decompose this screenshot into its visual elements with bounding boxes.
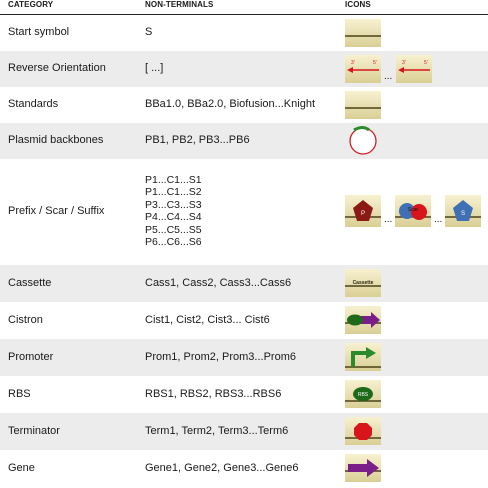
row-nonterminals: BBa1.0, BBa2.0, Biofusion...Knight	[145, 98, 316, 110]
header-category: CATEGORY	[8, 0, 54, 9]
row-category: Promoter	[8, 351, 54, 363]
row-nonterminals-list	[145, 174, 202, 248]
table-row	[0, 376, 488, 413]
table-row	[0, 15, 488, 51]
row-category: Prefix / Scar / Suffix	[8, 205, 105, 217]
row-category: Cistron	[8, 314, 43, 326]
row-category: Gene	[8, 462, 35, 474]
line-icon	[345, 19, 381, 47]
svg-text:3': 3'	[402, 60, 406, 66]
row-nonterminals: Cass1, Cass2, Cass3...Cass6	[145, 277, 292, 289]
row-nonterminals: [ ...]	[145, 62, 164, 74]
svg-text:RBS: RBS	[357, 392, 369, 398]
svg-text:5': 5'	[424, 60, 428, 66]
table-row	[0, 450, 488, 487]
row-category: Plasmid backbones	[8, 134, 104, 146]
row-category: Start symbol	[8, 26, 70, 38]
row-nonterminals: Cist1, Cist2, Cist3... Cist6	[145, 314, 270, 326]
nonterminal-line: P3...C3...S3	[145, 198, 202, 211]
row-nonterminals: Term1, Term2, Term3...Term6	[145, 425, 289, 437]
row-category: Terminator	[8, 425, 60, 437]
table-row	[0, 265, 488, 302]
row-category: Standards	[8, 98, 59, 110]
line-icon	[345, 91, 381, 119]
table-row	[0, 159, 488, 265]
svg-text:Scar: Scar	[407, 207, 419, 213]
table-row	[0, 51, 488, 87]
prefix-pentagon-icon	[345, 195, 381, 227]
suffix-pentagon-icon	[445, 195, 481, 227]
nonterminal-line: P4...C4...S4	[145, 211, 202, 224]
cassette-icon	[345, 269, 381, 297]
row-nonterminals: PB1, PB2, PB3...PB6	[145, 134, 250, 146]
gene-arrow-icon	[345, 454, 381, 482]
nonterminal-line: P6...C6...S6	[145, 236, 202, 249]
promoter-arrow-icon	[345, 343, 381, 371]
plasmid-circle-icon	[345, 126, 381, 156]
header-non-terminals: NON-TERMINALS	[145, 0, 214, 9]
svg-text:5': 5'	[373, 60, 377, 66]
svg-text:P: P	[360, 211, 366, 217]
row-category: Reverse Orientation	[8, 62, 106, 74]
terminator-icon	[345, 417, 381, 445]
svg-text:Cassette: Cassette	[352, 280, 374, 286]
nonterminal-line: P1...C1...S1	[145, 174, 202, 186]
row-category: Cassette	[8, 277, 52, 289]
nonterminal-line: P1...C1...S2	[145, 186, 202, 199]
header-icons: ICONS	[345, 0, 371, 9]
row-nonterminals: RBS1, RBS2, RBS3...RBS6	[145, 388, 282, 400]
svg-text:S: S	[460, 211, 466, 217]
svg-text:3': 3'	[351, 60, 355, 66]
cistron-icon	[345, 306, 381, 334]
reverse-arrow-icon	[345, 55, 381, 83]
table-row	[0, 413, 488, 450]
nonterminal-line: P5...C5...S5	[145, 223, 202, 236]
ellipsis: ...	[384, 71, 393, 82]
row-category: RBS	[8, 388, 31, 400]
table-header	[0, 0, 488, 15]
table-row	[0, 123, 488, 159]
rbs-icon	[345, 380, 381, 408]
scar-icon	[395, 195, 431, 227]
row-nonterminals: Gene1, Gene2, Gene3...Gene6	[145, 462, 299, 474]
row-nonterminals: S	[145, 26, 153, 38]
table-row	[0, 302, 488, 339]
table-row	[0, 87, 488, 123]
ellipsis: ...	[434, 214, 443, 225]
row-nonterminals: Prom1, Prom2, Prom3...Prom6	[145, 351, 296, 363]
ellipsis: ...	[384, 214, 393, 225]
reverse-arrow-icon	[396, 55, 432, 83]
table-row	[0, 339, 488, 376]
